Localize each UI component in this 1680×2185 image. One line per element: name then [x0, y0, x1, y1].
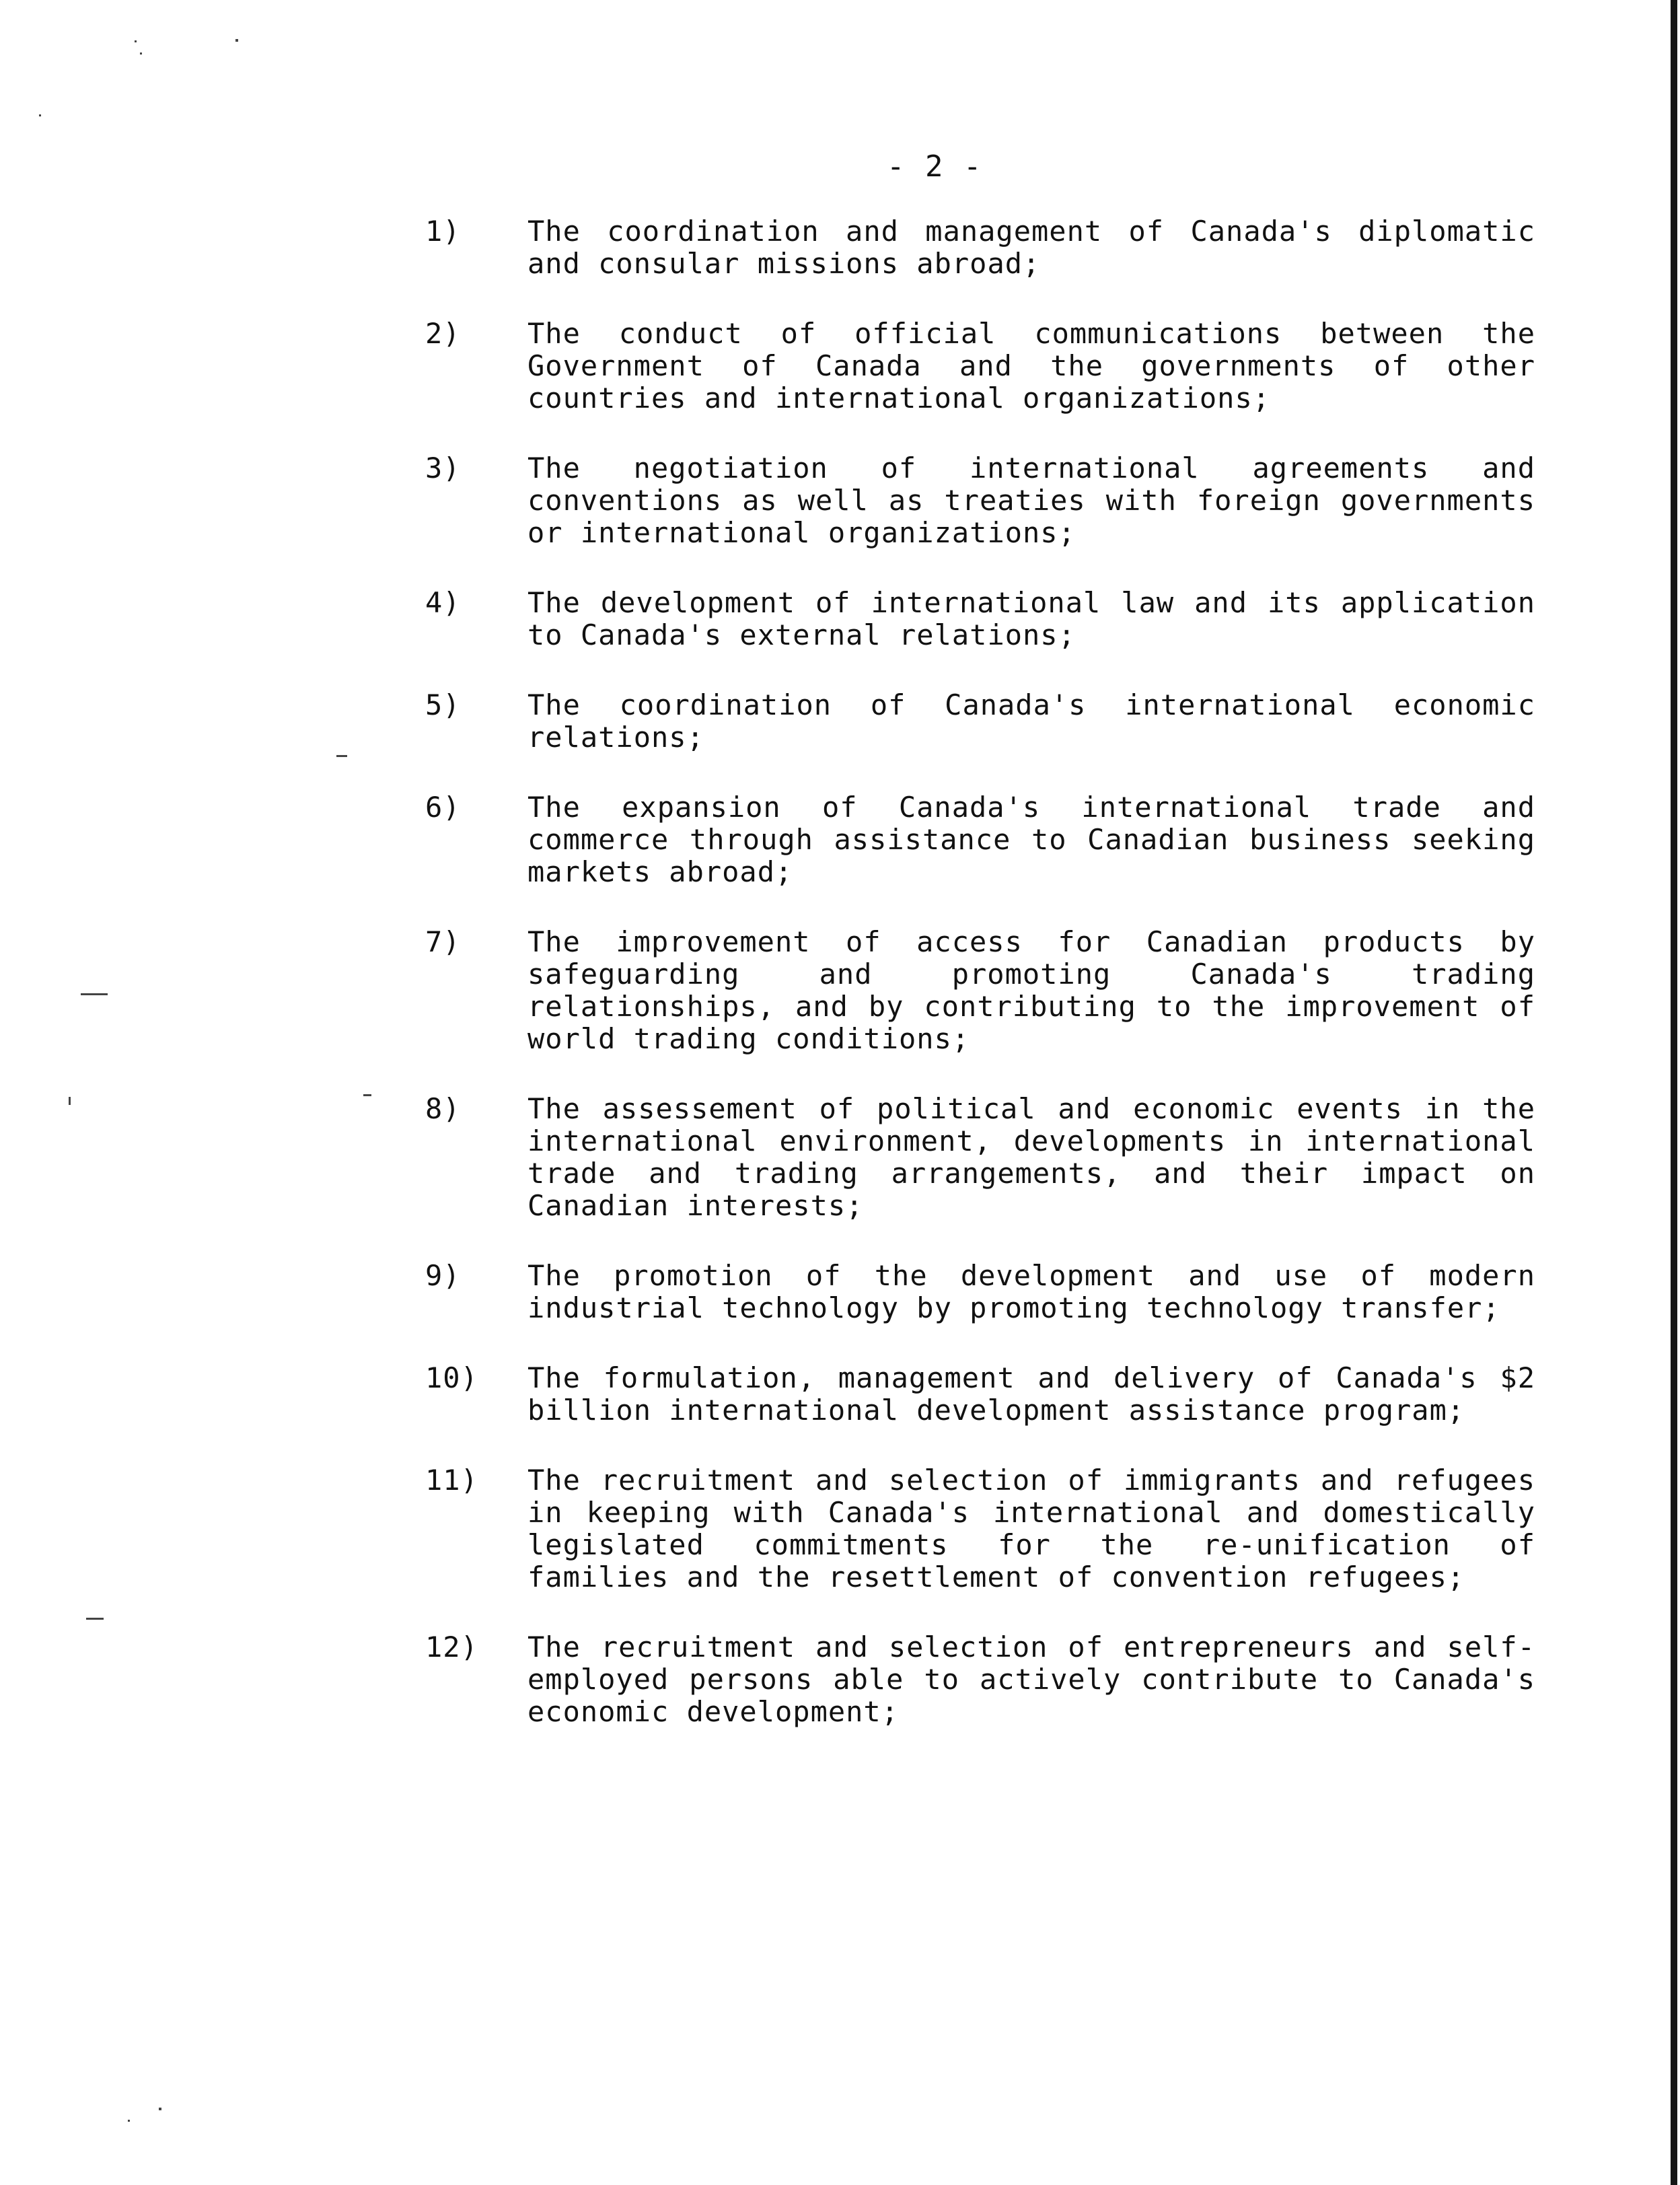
scan-speck	[140, 52, 142, 55]
scan-speck	[135, 40, 137, 42]
responsibilities-list	[425, 215, 1535, 1766]
item-number: 5)	[425, 688, 461, 721]
list-item	[425, 1362, 1535, 1427]
scan-speck	[235, 39, 238, 42]
item-text: The assessement of political and economic events in the international environment, developments in international trade and trading arrangements, and their impact on Canadian interests;	[527, 1092, 1535, 1222]
item-number: 6)	[425, 791, 461, 824]
scan-speck	[336, 755, 347, 757]
list-item	[425, 1631, 1535, 1728]
list-item	[425, 926, 1535, 1055]
item-text: The expansion of Canada's international trade and commerce through assistance to Canadian business seeking markets abroad;	[527, 791, 1535, 888]
scan-speck	[81, 993, 108, 995]
scan-speck	[39, 114, 41, 116]
item-text: The recruitment and selection of entrepreneurs and self-employed persons able to actively contribute to Canada's economic development;	[527, 1631, 1535, 1728]
scan-edge-bar	[1671, 0, 1677, 2185]
item-number: 2)	[425, 317, 461, 350]
list-item	[425, 215, 1535, 280]
item-number: 10)	[425, 1361, 478, 1394]
item-text: The recruitment and selection of immigrants and refugees in keeping with Canada's international and domestically legislated commitments for the re-unification of families and the resettlement of convention refugees;	[527, 1464, 1535, 1593]
item-text: The development of international law and its application to Canada's external relations;	[527, 586, 1535, 651]
item-text: The negotiation of international agreements and conventions as well as treaties with foreign governments or international organizations;	[527, 452, 1535, 549]
list-item	[425, 1260, 1535, 1324]
item-number: 9)	[425, 1259, 461, 1292]
scan-speck	[159, 2108, 161, 2110]
list-item	[425, 318, 1535, 415]
item-number: 7)	[425, 925, 461, 958]
item-number: 1)	[425, 215, 461, 248]
item-number: 8)	[425, 1092, 461, 1125]
list-item	[425, 1093, 1535, 1222]
scan-speck	[69, 1097, 71, 1105]
item-text: The coordination of Canada's international economic relations;	[527, 688, 1535, 754]
list-item	[425, 587, 1535, 651]
list-item	[425, 1464, 1535, 1593]
item-text: The conduct of official communications between the Government of Canada and the governments of other countries and international organizations;	[527, 317, 1535, 415]
item-text: The coordination and management of Canada's diplomatic and consular missions abroad;	[527, 215, 1535, 280]
list-item	[425, 791, 1535, 888]
page-number: - 2 -	[887, 149, 983, 184]
item-text: The formulation, management and delivery of Canada's $2 billion international development assistance program;	[527, 1361, 1535, 1427]
list-item	[425, 452, 1535, 549]
item-text: The promotion of the development and use of modern industrial technology by promoting technology transfer;	[527, 1259, 1535, 1324]
item-number: 3)	[425, 452, 461, 485]
scan-speck	[363, 1094, 371, 1096]
scan-speck	[86, 1618, 104, 1620]
item-number: 12)	[425, 1631, 478, 1663]
item-number: 4)	[425, 586, 461, 619]
item-text: The improvement of access for Canadian products by safeguarding and promoting Canada's trading relationships, and by contributing to the improvement of world trading conditions;	[527, 925, 1535, 1055]
list-item	[425, 689, 1535, 754]
item-number: 11)	[425, 1464, 478, 1497]
scan-speck	[128, 2120, 130, 2122]
